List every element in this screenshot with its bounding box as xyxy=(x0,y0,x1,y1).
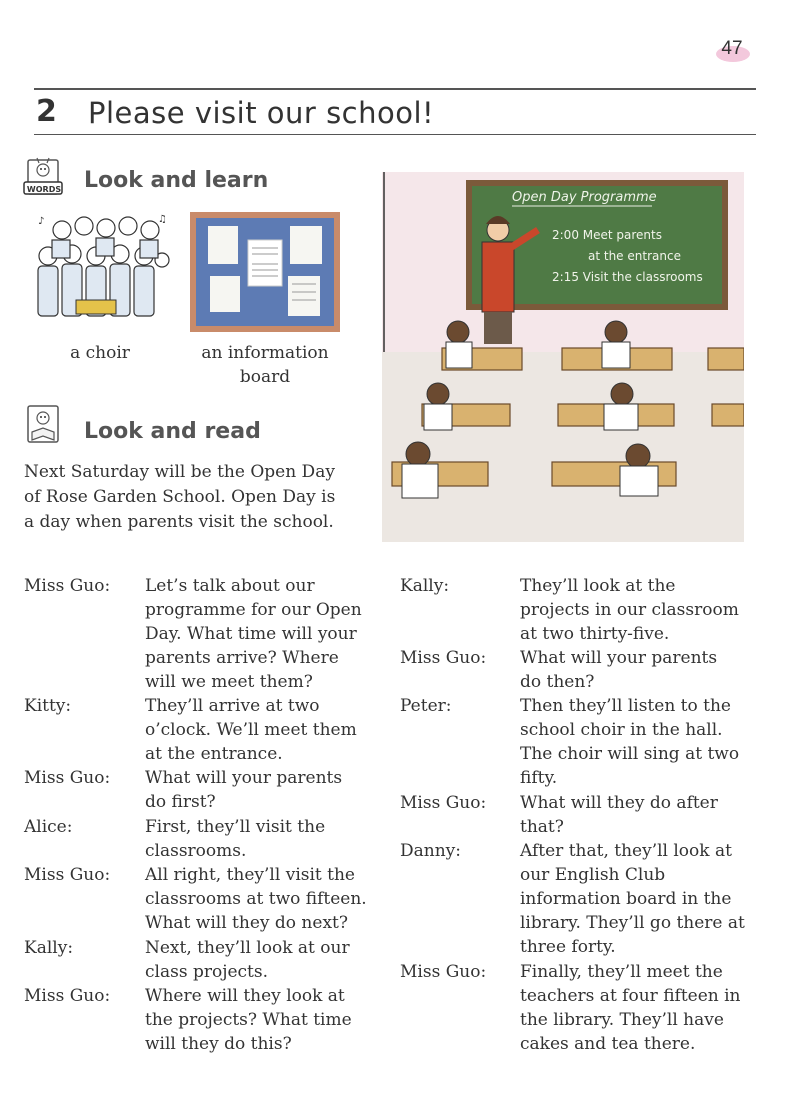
speech-line: Where will they look at xyxy=(145,986,345,1006)
speech-line: Day. What time will your xyxy=(145,624,357,644)
choir-illustration xyxy=(32,212,170,330)
speech-line: classrooms. xyxy=(145,841,247,861)
speech-line: Then they’ll listen to the xyxy=(520,696,731,716)
speaker: Miss Guo: xyxy=(24,768,111,788)
speaker: Miss Guo: xyxy=(400,793,487,813)
speech-line: teachers at four fifteen in xyxy=(520,986,741,1006)
top-rule xyxy=(34,88,756,90)
speech-line: programme for our Open xyxy=(145,600,362,620)
speech xyxy=(145,984,352,1056)
reading-book-icon xyxy=(22,404,64,444)
speech-line: three forty. xyxy=(520,937,616,957)
speech-line: the library. They’ll have xyxy=(520,1010,724,1030)
speech-line: parents arrive? Where xyxy=(145,648,339,668)
speech xyxy=(520,646,717,694)
speaker: Miss Guo: xyxy=(24,865,111,885)
speech xyxy=(520,574,739,646)
speech-line: o’clock. We’ll meet them xyxy=(145,720,357,740)
look-and-learn-title: Look and learn xyxy=(84,168,269,193)
intro-line: of Rose Garden School. Open Day is xyxy=(24,487,336,507)
speech xyxy=(145,694,357,766)
blackboard-line: 2:15 Visit the classrooms xyxy=(552,270,703,284)
speaker: Kitty: xyxy=(24,696,72,716)
speech-line: information board in the xyxy=(520,889,732,909)
words-icon-label: WORDS xyxy=(26,185,62,194)
choir-caption: a choir xyxy=(70,343,130,363)
speaker: Peter: xyxy=(400,696,452,716)
speech-line: What will your parents xyxy=(520,648,718,668)
speaker: Kally: xyxy=(400,576,450,596)
speech-line: What will your parents xyxy=(145,768,343,788)
speech-line: fifty. xyxy=(520,768,558,788)
dialogue-right xyxy=(400,574,780,1064)
speech xyxy=(145,936,350,984)
blackboard-schedule xyxy=(552,225,722,288)
speech xyxy=(145,574,362,694)
speech-line: Let’s talk about our xyxy=(145,576,315,596)
speech xyxy=(520,839,745,959)
unit-title: Please visit our school! xyxy=(88,96,435,130)
speech-line: classrooms at two fifteen. xyxy=(145,889,367,909)
speech-line: do then? xyxy=(520,672,595,692)
speech-line: First, they’ll visit the xyxy=(145,817,326,837)
speech-line: What will they do next? xyxy=(145,913,348,933)
information-board-caption xyxy=(190,341,340,389)
intro-line: a day when parents visit the school. xyxy=(24,512,334,532)
speech-line: at the entrance. xyxy=(145,744,283,764)
speaker: Miss Guo: xyxy=(400,648,487,668)
svg-text:♪: ♪ xyxy=(38,216,45,227)
speech-line: school choir in the hall. xyxy=(520,720,723,740)
information-board-caption-line2: board xyxy=(239,367,291,387)
speech-line: will we meet them? xyxy=(145,672,313,692)
speech xyxy=(520,791,718,839)
speech-line: The choir will sing at two xyxy=(520,744,740,764)
speech-line: What will they do after xyxy=(520,793,718,813)
speech xyxy=(145,815,325,863)
svg-text:♫: ♫ xyxy=(158,214,167,225)
page-number: 47 xyxy=(721,38,743,59)
speaker: Danny: xyxy=(400,841,461,861)
speaker: Miss Guo: xyxy=(24,576,111,596)
speech-line: After that, they’ll look at xyxy=(520,841,732,861)
unit-number: 2 xyxy=(36,94,57,129)
speech xyxy=(520,694,739,790)
title-rule xyxy=(34,134,756,135)
speech-line: library. They’ll go there at xyxy=(520,913,745,933)
speech-line: They’ll arrive at two xyxy=(145,696,320,716)
speaker: Kally: xyxy=(24,938,74,958)
blackboard-line: at the entrance xyxy=(588,249,681,263)
speaker: Alice: xyxy=(24,817,73,837)
blackboard-heading: Open Day Programme xyxy=(512,190,657,205)
speech-line: will they do this? xyxy=(145,1034,292,1054)
speech-line: class projects. xyxy=(145,962,269,982)
information-board-illustration xyxy=(190,212,340,332)
speech-line: the projects? What time xyxy=(145,1010,352,1030)
speech-line: Finally, they’ll meet the xyxy=(520,962,723,982)
speaker: Miss Guo: xyxy=(400,962,487,982)
speech-line: at two thirty-five. xyxy=(520,624,670,644)
speech-line: projects in our classroom xyxy=(520,600,739,620)
speech xyxy=(145,766,342,814)
look-and-read-title: Look and read xyxy=(84,419,261,444)
intro-line: Next Saturday will be the Open Day xyxy=(24,462,335,482)
speech-line: our English Club xyxy=(520,865,666,885)
speech-line: All right, they’ll visit the xyxy=(145,865,355,885)
speaker: Miss Guo: xyxy=(24,986,111,1006)
speech-line: that? xyxy=(520,817,564,837)
speech xyxy=(520,960,741,1056)
speech xyxy=(145,863,367,935)
intro-paragraph xyxy=(24,460,384,535)
speech-line: They’ll look at the xyxy=(520,576,676,596)
information-board-caption-line1: an information xyxy=(201,343,329,363)
dialogue-left xyxy=(24,574,384,1064)
speech-line: cakes and tea there. xyxy=(520,1034,696,1054)
speech-line: Next, they’ll look at our xyxy=(145,938,350,958)
speech-line: do first? xyxy=(145,792,216,812)
blackboard-line: 2:00 Meet parents xyxy=(552,228,662,242)
